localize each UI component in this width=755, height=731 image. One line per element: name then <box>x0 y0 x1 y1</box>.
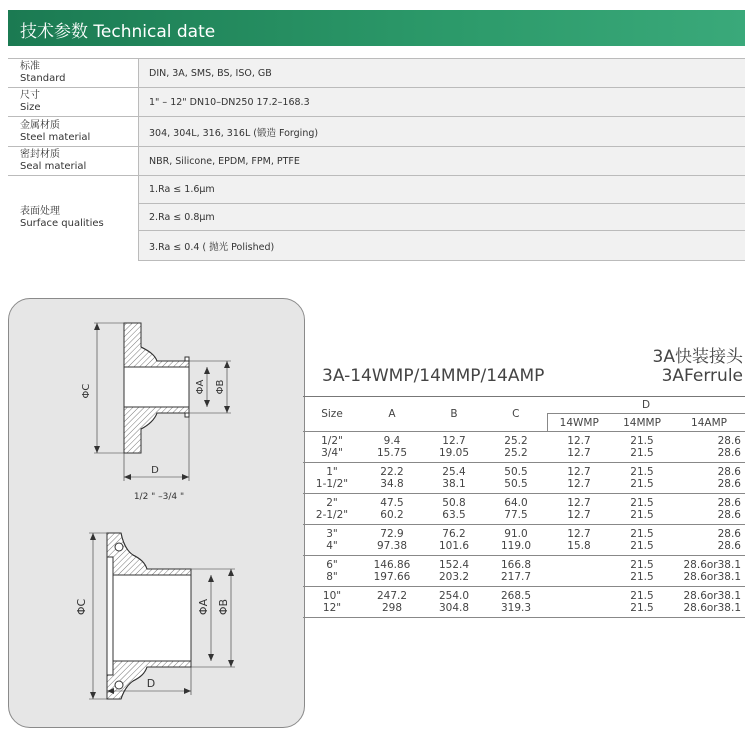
table-cell: 146.86 <box>361 556 423 572</box>
spec-value: 1" – 12" DN10–DN250 17.2–168.3 <box>139 88 746 117</box>
table-cell <box>547 556 611 572</box>
table-cell: 4" <box>326 540 338 552</box>
product-title-en: 3AFerrule <box>661 366 743 386</box>
bottom-label-d: D <box>146 677 156 690</box>
table-cell: 21.5 <box>611 463 673 479</box>
table-cell: 21.5 <box>611 494 673 510</box>
spec-row <box>8 88 745 117</box>
top-label-c: ΦC <box>81 383 92 399</box>
table-cell: 2-1/2" <box>315 509 349 521</box>
table-cell: 28.6 <box>673 494 745 510</box>
table-row <box>303 540 745 556</box>
table-cell: 1/2" <box>303 432 361 448</box>
table-cell: 197.66 <box>373 571 411 583</box>
table-cell: 15.75 <box>376 447 408 459</box>
table-cell: 119.0 <box>500 540 532 552</box>
table-cell: 12.7 <box>547 525 611 541</box>
table-cell: 21.5 <box>611 432 673 448</box>
table-header-row <box>303 397 745 414</box>
bottom-label-b: ΦB <box>217 598 230 616</box>
table-cell: 63.5 <box>442 509 466 521</box>
table-cell: 21.5 <box>611 587 673 603</box>
table-cell: 3/4" <box>321 447 343 459</box>
spec-row <box>8 176 745 204</box>
table-cell: 319.3 <box>485 602 547 618</box>
table-cell: 77.5 <box>504 509 528 521</box>
spec-label: 表面处理 Surface qualities <box>8 176 139 261</box>
table-cell: 25.2 <box>504 447 528 459</box>
table-cell: 21.5 <box>630 540 654 552</box>
table-cell: 28.6 <box>673 432 745 448</box>
table-cell: 72.9 <box>361 525 423 541</box>
product-model: 3A-14WMP/14MMP/14AMP <box>322 366 545 386</box>
ferrule-drawings <box>9 299 304 727</box>
table-cell: 21.5 <box>630 571 654 583</box>
header-14amp: 14AMP <box>673 414 745 432</box>
table-cell: 91.0 <box>485 525 547 541</box>
table-cell: 12.7 <box>567 447 591 459</box>
table-row <box>303 602 745 618</box>
table-row <box>303 556 745 572</box>
header-size: Size <box>303 397 361 432</box>
spec-value: 1.Ra ≤ 1.6μm <box>139 176 746 204</box>
section-title: 技术参数 Technical date <box>20 22 216 42</box>
table-cell <box>547 602 611 618</box>
bottom-label-a: ΦA <box>197 598 210 616</box>
table-cell: 101.6 <box>438 540 470 552</box>
bottom-label-c: ΦC <box>75 598 88 616</box>
table-cell: 268.5 <box>485 587 547 603</box>
table-cell: 50.8 <box>423 494 485 510</box>
spec-row <box>8 117 745 147</box>
top-ferrule-drawing <box>81 323 231 502</box>
table-cell: 64.0 <box>485 494 547 510</box>
table-cell: 47.5 <box>361 494 423 510</box>
table-cell: 38.1 <box>442 478 466 490</box>
top-label-b: ΦB <box>215 379 226 395</box>
bottom-ferrule-drawing <box>75 533 235 699</box>
table-cell: 3" <box>303 525 361 541</box>
table-row <box>303 587 745 603</box>
spec-value: DIN, 3A, SMS, BS, ISO, GB <box>139 59 746 88</box>
header-a: A <box>361 397 423 432</box>
table-cell: 60.2 <box>380 509 404 521</box>
table-cell: 21.5 <box>611 556 673 572</box>
top-label-d: D <box>151 465 159 476</box>
spec-label: 尺寸 Size <box>8 88 139 117</box>
table-cell: 21.5 <box>630 447 654 459</box>
table-cell: 28.6 <box>673 525 745 541</box>
table-cell: 152.4 <box>423 556 485 572</box>
table-row <box>303 478 745 494</box>
diagram-panel <box>8 298 305 728</box>
spec-row <box>8 59 745 88</box>
spec-value: 304, 304L, 316, 316L (锻造 Forging) <box>139 117 746 147</box>
table-cell <box>547 571 611 587</box>
table-cell: 15.8 <box>567 540 591 552</box>
table-cell: 304.8 <box>423 602 485 618</box>
table-cell: 28.6or38.1 <box>673 587 745 603</box>
table-cell: 247.2 <box>361 587 423 603</box>
table-cell: 6" <box>303 556 361 572</box>
table-cell: 34.8 <box>380 478 404 490</box>
header-14mmp: 14MMP <box>611 414 673 432</box>
top-label-a: ΦA <box>195 379 206 395</box>
table-cell: 9.4 <box>361 432 423 448</box>
table-row <box>303 525 745 541</box>
section-header <box>8 10 745 46</box>
table-cell: 217.7 <box>500 571 532 583</box>
table-cell: 254.0 <box>423 587 485 603</box>
table-cell: 28.6 <box>717 478 741 490</box>
table-cell: 203.2 <box>438 571 470 583</box>
table-cell: 2" <box>303 494 361 510</box>
table-cell: 28.6 <box>717 509 741 521</box>
dimension-table <box>303 396 745 618</box>
table-cell: 12.7 <box>547 463 611 479</box>
table-cell: 50.5 <box>485 463 547 479</box>
table-cell: 1" <box>303 463 361 479</box>
table-cell: 21.5 <box>611 602 673 618</box>
table-cell: 12.7 <box>567 478 591 490</box>
table-row <box>303 463 745 479</box>
table-cell: 12.7 <box>567 509 591 521</box>
table-cell: 28.6or38.1 <box>683 571 741 583</box>
table-cell <box>547 587 611 603</box>
spec-row <box>8 147 745 176</box>
spec-value: 2.Ra ≤ 0.8μm <box>139 204 746 231</box>
table-cell: 12.7 <box>547 494 611 510</box>
top-caption: 1/2 " –3/4 " <box>133 492 185 502</box>
table-cell: 50.5 <box>504 478 528 490</box>
spec-label: 标准 Standard <box>8 59 139 88</box>
table-cell: 1-1/2" <box>315 478 349 490</box>
table-cell: 28.6or38.1 <box>673 556 745 572</box>
table-cell: 22.2 <box>361 463 423 479</box>
table-cell: 97.38 <box>376 540 408 552</box>
table-cell: 28.6 <box>673 463 745 479</box>
table-cell: 76.2 <box>423 525 485 541</box>
spec-value: 3.Ra ≤ 0.4 ( 抛光 Polished) <box>139 231 746 261</box>
header-d: D <box>547 397 745 414</box>
table-cell: 19.05 <box>438 447 470 459</box>
header-b: B <box>423 397 485 432</box>
table-cell: 28.6or38.1 <box>673 602 745 618</box>
table-cell: 21.5 <box>611 525 673 541</box>
table-cell: 298 <box>361 602 423 618</box>
table-cell: 8" <box>326 571 338 583</box>
spec-table <box>8 58 745 261</box>
table-row <box>303 494 745 510</box>
header-c: C <box>485 397 547 432</box>
spec-label: 密封材质 Seal material <box>8 147 139 176</box>
table-cell: 12" <box>303 602 361 618</box>
spec-value: NBR, Silicone, EPDM, FPM, PTFE <box>139 147 746 176</box>
table-row <box>303 432 745 448</box>
table-cell: 10" <box>303 587 361 603</box>
table-cell: 25.4 <box>423 463 485 479</box>
table-cell: 28.6 <box>717 540 741 552</box>
product-title-cn: 3A快装接头 <box>652 347 743 367</box>
table-cell: 28.6 <box>717 447 741 459</box>
table-row <box>303 447 745 463</box>
spec-label: 金属材质 Steel material <box>8 117 139 147</box>
table-cell: 166.8 <box>485 556 547 572</box>
table-cell: 12.7 <box>547 432 611 448</box>
table-cell: 21.5 <box>630 478 654 490</box>
table-cell: 12.7 <box>423 432 485 448</box>
table-row <box>303 571 745 587</box>
table-cell: 25.2 <box>485 432 547 448</box>
table-row <box>303 509 745 525</box>
header-14wmp: 14WMP <box>547 414 611 432</box>
table-cell: 21.5 <box>630 509 654 521</box>
